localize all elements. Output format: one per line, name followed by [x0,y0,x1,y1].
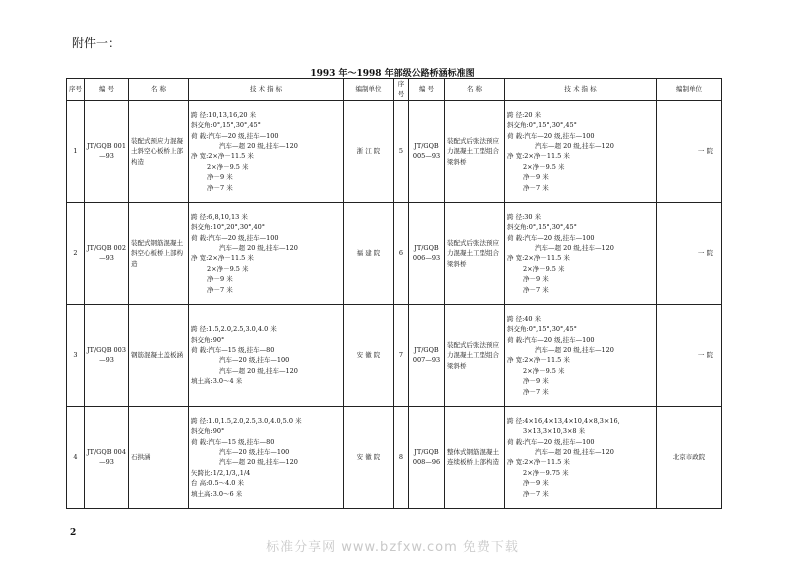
header-name: 名 称 [129,79,189,101]
unit-cell: 一 院 [657,304,722,406]
tech-line: 荷 载:汽车—20 级,挂车—100 [507,233,595,242]
unit-cell: 一 院 [657,100,722,202]
tech-line: 斜交角:90° [191,427,225,436]
tech-line: 汽车—超 20 级,挂车—120 [535,345,614,354]
code-cell: JT/GQB 007—93 [409,304,445,406]
tech-line: 矢跨比:1/2,1/3,,1/4 [191,468,251,477]
tech-line: 斜交角:0°,15°,30°,45° [507,325,577,334]
tech-cell [505,202,657,304]
tech-line: 净－9 米 [523,377,549,386]
name-cell: 装配式钢筋混凝土斜空心板桥上部构造 [129,202,189,304]
tech-line: 净 宽:2×净－11.5 米 [507,152,570,161]
tech-cell [189,304,344,406]
name-cell: 钢筋混凝土盖板涵 [129,304,189,406]
code-cell: JT/GQB 003—93 [85,304,129,406]
tech-line: 跨 径:1.0,1.5,2.0,2.5,3.0,4.0,5.0 米 [191,416,302,425]
tech-line: 汽车—超 20 级,挂车—120 [535,447,614,456]
header-tech: 技 术 指 标 [189,79,344,101]
tech-cell [505,304,657,406]
code-cell: JT/GQB 008—96 [409,406,445,508]
seq-cell: 8 [394,406,409,508]
tech-line: 2×净－9.5 米 [523,264,565,273]
tech-line: 3×13,3×10,3×8 米 [523,427,586,436]
seq-cell: 2 [67,202,85,304]
code-cell: JT/GQB 001—93 [85,100,129,202]
unit-cell: 福 建 院 [344,202,394,304]
seq-cell: 1 [67,100,85,202]
tech-line: 汽车—20 级,挂车—100 [219,447,290,456]
seq-cell: 7 [394,304,409,406]
tech-line: 台 高:0.5～4.0 米 [191,479,244,488]
tech-cell [505,406,657,508]
tech-line: 净 宽:2×净－11.5 米 [191,152,254,161]
code-cell: JT/GQB 004—93 [85,406,129,508]
table-title: 1993 年～1998 年部级公路桥涵标准图 [310,69,475,79]
tech-line: 汽车—20 级,挂车—100 [219,356,290,365]
tech-line: 净 宽:2×净－11.5 米 [507,254,570,263]
tech-line: 跨 径:30 米 [507,212,542,221]
unit-cell: 一 院 [657,202,722,304]
tech-line: 填土高:3.0～4 米 [191,377,243,386]
header-code: 编 号 [85,79,129,101]
tech-line: 净－9 米 [207,275,233,284]
tech-line: 净－7 米 [523,387,549,396]
tech-line: 跨 径:10,13,16,20 米 [191,110,257,119]
header-name: 名 称 [445,79,505,101]
tech-line: 2×净－9.75 米 [523,468,569,477]
header-seq: 序号 [394,79,409,101]
header-code: 编 号 [409,79,445,101]
header-seq: 序号 [67,79,85,101]
tech-line: 跨 径:4×16,4×13,4×10,4×8,3×16, [507,416,620,425]
tech-line: 净－9 米 [207,173,233,182]
table-row [67,304,722,406]
tech-line: 荷 载:汽车—20 级,挂车—100 [191,233,279,242]
tech-line: 2×净－9.5 米 [523,366,565,375]
tech-line: 斜交角:10°,20°,30°,40° [191,223,265,232]
standards-table [66,78,722,509]
tech-line: 汽车—超 20 级,挂车—120 [219,141,298,150]
table-row [67,100,722,202]
name-cell: 装配式后张法预应力混凝土工型组合梁斜桥 [445,304,505,406]
tech-line: 净－9 米 [523,275,549,284]
tech-line: 荷 载:汽车—20 级,挂车—100 [507,131,595,140]
tech-line: 净－7 米 [523,285,549,294]
code-cell: JT/GQB 005—93 [409,100,445,202]
tech-line: 斜交角:90° [191,335,225,344]
name-cell: 装配式后张法预应力混凝土工型组合梁斜桥 [445,100,505,202]
header-unit: 编制单位 [344,79,394,101]
tech-line: 荷 载:汽车—15 级,挂车—80 [191,345,275,354]
tech-cell [189,202,344,304]
tech-line: 净－7 米 [207,285,233,294]
tech-line: 净－7 米 [523,183,549,192]
unit-cell: 安 徽 院 [344,304,394,406]
tech-line: 斜交角:0°,15°,30°,45° [507,223,577,232]
tech-line: 荷 载:汽车—15 级,挂车—80 [191,437,275,446]
tech-line: 2×净－9.5 米 [523,162,565,171]
seq-cell: 3 [67,304,85,406]
annex-label: 附件一： [72,36,121,50]
unit-cell: 北京市政院 [657,406,722,508]
tech-line: 净 宽:2×净－11.5 米 [507,356,570,365]
page-number: 2 [70,528,77,538]
tech-line: 净－7 米 [207,183,233,192]
tech-line: 荷 载:汽车—20 级,挂车—100 [507,437,595,446]
watermark-text: 标准分享网 www.bzfxw.com 免费下载 [266,540,519,555]
tech-line: 汽车—超 20 级,挂车—120 [535,141,614,150]
name-cell: 整体式钢筋混凝土连续板桥上部构造 [445,406,505,508]
header-unit: 编制单位 [657,79,722,101]
tech-line: 荷 载:汽车—20 级,挂车—100 [507,335,595,344]
unit-cell: 浙 江 院 [344,100,394,202]
code-cell: JT/GQB 002—93 [85,202,129,304]
tech-line: 荷 载:汽车—20 级,挂车—100 [191,131,279,140]
table-row [67,202,722,304]
tech-line: 汽车—超 20 级,挂车—120 [219,366,298,375]
name-cell: 装配式预应力混凝土斜空心板桥上部构造 [129,100,189,202]
tech-line: 斜交角:0°,15°,30°,45° [191,121,261,130]
name-cell: 装配式后张法预应力混凝土工型组合梁斜桥 [445,202,505,304]
tech-line: 净－9 米 [523,479,549,488]
tech-line: 跨 径:40 米 [507,314,542,323]
table-body [67,100,722,508]
table-row [67,406,722,508]
tech-cell [505,100,657,202]
tech-line: 汽车—超 20 级,挂车—120 [219,458,298,467]
tech-line: 净 宽:2×净－11.5 米 [507,458,570,467]
tech-line: 跨 径:20 米 [507,110,542,119]
seq-cell: 4 [67,406,85,508]
tech-line: 净－9 米 [523,173,549,182]
tech-line: 填土高:3.0～6 米 [191,489,243,498]
tech-cell [189,406,344,508]
code-cell: JT/GQB 006—93 [409,202,445,304]
tech-cell [189,100,344,202]
tech-line: 斜交角:0°,15°,30°,45° [507,121,577,130]
tech-line: 2×净－9.5 米 [207,264,249,273]
tech-line: 汽车—超 20 级,挂车—120 [219,243,298,252]
tech-line: 跨 径:1.5,2.0,2.5,3.0,4.0 米 [191,325,277,334]
tech-line: 2×净－9.5 米 [207,162,249,171]
header-tech: 技 术 指 标 [505,79,657,101]
seq-cell: 5 [394,100,409,202]
tech-line: 净 宽:2×净－11.5 米 [191,254,254,263]
seq-cell: 6 [394,202,409,304]
unit-cell: 安 徽 院 [344,406,394,508]
table-header-row [67,79,722,101]
tech-line: 汽车—超 20 级,挂车—120 [535,243,614,252]
tech-line: 跨 径:6,8,10,13 米 [191,212,248,221]
tech-line: 净－7 米 [523,489,549,498]
name-cell: 石拱涵 [129,406,189,508]
